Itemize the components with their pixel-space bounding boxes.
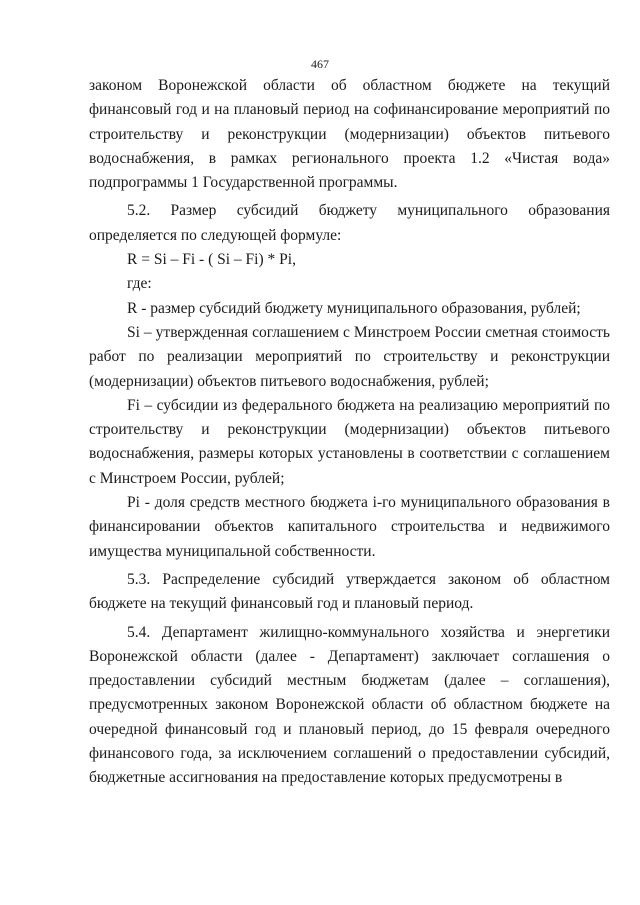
- definition-si: Si – утвержденная соглашением с Минстроем России сметная стоимость работ по реализации мероприятий по строительству и реконструкции (модернизации) объектов питьевого водоснабжения, рублей;: [89, 323, 610, 390]
- page-number: 467: [311, 57, 329, 71]
- document-body: [89, 74, 610, 791]
- formula-where-label: где:: [127, 275, 152, 293]
- paragraph-5-4: 5.4. Департамент жилищно-коммунального хозяйства и энергетики Воронежской области (далее - Департамент) заключает соглашения о предоставлении субсидий местным бюджетам (далее – соглашения), предусмотренных законом Воронежской области об областном бюджете на очередной финансовый год и плановый период, до 15 февраля очередного финансового года, за исключением соглашений о предоставлении субсидий, бюджетные ассигнования на предоставление которых предусмотрены в: [89, 623, 610, 787]
- paragraph-5-3: 5.3. Распределение субсидий утверждается законом об областном бюджете на текущий финансовый год и плановый период.: [89, 570, 610, 613]
- definition-pi: Pi - доля средств местного бюджета i-го муниципального образования в финансировании объектов капитального строительства и недвижимого имущества муниципальной собственности.: [89, 494, 610, 560]
- paragraph-intro: законом Воронежской области об областном бюджете на текущий финансовый год и на плановый период на софинансирование мероприятий по строительству и реконструкции (модернизации) объектов питьевого водоснабжения, в рамках регионального проекта 1.2 «Чистая вода» подпрограммы 1 Государственной программы.: [89, 77, 610, 192]
- formula: R = Si – Fi - ( Si – Fi) * Pi,: [127, 251, 296, 269]
- definition-r: R - размер субсидий бюджету муниципального образования, рублей;: [127, 299, 581, 317]
- paragraph-5-2: 5.2. Размер субсидий бюджету муниципального образования определяется по следующей формуле:: [89, 202, 610, 244]
- definition-fi: Fi – субсидии из федерального бюджета на реализацию мероприятий по строительству и реконструкции (модернизации) объектов питьевого водоснабжения, размеры которых установлены в соответствии с соглашением с Минстроем России, рублей;: [89, 396, 610, 487]
